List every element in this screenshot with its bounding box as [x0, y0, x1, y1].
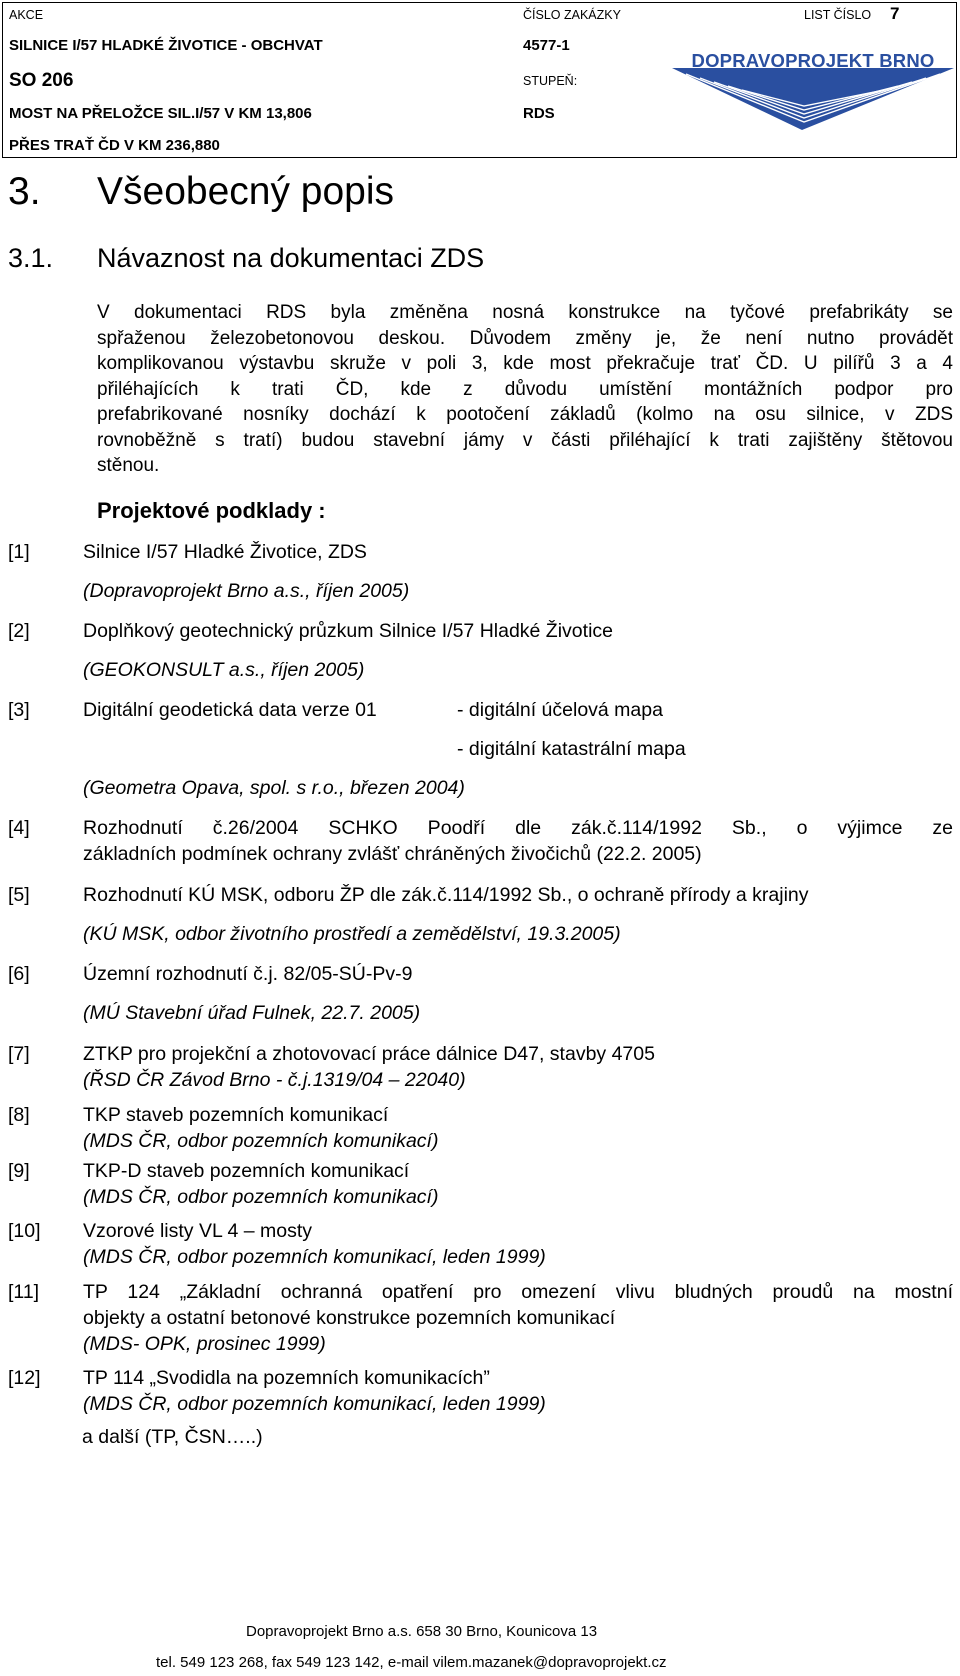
ref-source: (MDS ČR, odbor pozemních komunikací) [83, 1130, 439, 1152]
ref-others: a další (TP, ČSN…..) [82, 1426, 263, 1448]
ref-number: [4] [8, 817, 30, 839]
ref-number: [11] [8, 1281, 40, 1303]
ref-title: ZTKP pro projekční a zhotovovací práce dálnice D47, stavby 4705 [83, 1043, 655, 1065]
ref-title: TP 124 „Základní ochranná opatření pro omezení vlivu bludných proudů na mostní [83, 1281, 953, 1303]
ref-title: Digitální geodetická data verze 01 [83, 699, 377, 721]
ref-title: Vzorové listy VL 4 – mosty [83, 1220, 313, 1242]
subsection-number: 3.1. [8, 243, 54, 273]
ref-title-cont: objekty a ostatní betonové konstrukce pozemních komunikací [83, 1307, 616, 1329]
footer-contact: tel. 549 123 268, fax 549 123 142, e-mail vilem.mazanek@dopravoprojekt.cz [156, 1654, 667, 1671]
zakazka-value: 4577-1 [523, 37, 570, 54]
paragraph-line: spřaženou železobetonovou deskou. Důvodem změny je, že není nutno provádět [97, 327, 953, 349]
ref-source: (MÚ Stavební úřad Fulnek, 22.7. 2005) [83, 1002, 421, 1024]
ref-title-cont: základních podmínek ochrany zvlášť chráněných živočichů (22.2. 2005) [83, 843, 702, 865]
paragraph-line: rovnoběžně s tratí) budou stavební jámy v části přiléhající k trati zajištěny štětovou [97, 429, 953, 451]
logo-text: DOPRAVOPROJEKT BRNO [691, 50, 935, 71]
ref-title: Doplňkový geotechnický průzkum Silnice I/57 Hladké Životice [83, 620, 613, 642]
dopravoprojekt-logo [672, 46, 954, 136]
ref-source: (MDS ČR, odbor pozemních komunikací, leden 1999) [83, 1246, 546, 1268]
stupen-label: STUPEŇ: [523, 74, 578, 88]
ref-number: [3] [8, 699, 30, 721]
ref-detail: - digitální účelová mapa [457, 699, 663, 721]
ref-title: Silnice I/57 Hladké Životice, ZDS [83, 541, 367, 563]
paragraph-line: V dokumentaci RDS byla změněna nosná konstrukce na tyčové prefabrikáty se [97, 302, 953, 323]
ref-title: Rozhodnutí KÚ MSK, odboru ŽP dle zák.č.114/1992 Sb., o ochraně přírody a krajiny [83, 884, 809, 906]
ref-title: TKP staveb pozemních komunikací [83, 1104, 389, 1126]
akce-label: AKCE [9, 8, 44, 22]
ref-source: (MDS ČR, odbor pozemních komunikací, leden 1999) [83, 1393, 546, 1415]
paragraph-line: stěnou. [97, 455, 160, 476]
ref-source: (KÚ MSK, odbor životního prostředí a zemědělství, 19.3.2005) [83, 923, 621, 945]
footer-address: Dopravoprojekt Brno a.s. 658 30 Brno, Kounicova 13 [246, 1623, 598, 1640]
ref-number: [7] [8, 1043, 30, 1065]
paragraph-line: přiléhajících k trati ČD, kde z důvodu umístění montážních podpor pro [97, 378, 953, 400]
list-value: 7 [890, 4, 900, 23]
so-number: SO 206 [9, 70, 74, 91]
paragraph-line: prefabrikované nosníky dochází k pootočení základů (kolmo na osu silnice, v ZDS [97, 404, 953, 425]
ref-source: (GEOKONSULT a.s., říjen 2005) [83, 659, 365, 681]
ref-number: [5] [8, 884, 30, 906]
akce-crossing: PŘES TRAŤ ČD V KM 236,880 [9, 137, 220, 154]
ref-source: (MDS ČR, odbor pozemních komunikací) [83, 1186, 439, 1208]
zakazka-label: ČÍSLO ZAKÁZKY [523, 8, 621, 22]
ref-source: (MDS- OPK, prosinec 1999) [83, 1333, 326, 1355]
ref-title: Rozhodnutí č.26/2004 SCHKO Poodří dle zák.č.114/1992 Sb., o výjimce ze [83, 817, 953, 839]
ref-number: [12] [8, 1367, 41, 1389]
section-title: Všeobecný popis [97, 170, 395, 213]
ref-detail: - digitální katastrální mapa [457, 738, 686, 760]
section-number: 3. [8, 170, 41, 213]
ref-number: [9] [8, 1160, 30, 1182]
ref-number: [2] [8, 620, 30, 642]
list-label: LIST ČÍSLO [804, 8, 872, 22]
intro-paragraph [97, 300, 953, 479]
ref-title: Územní rozhodnutí č.j. 82/05-SÚ-Pv-9 [83, 963, 413, 985]
ref-source: (Geometra Opava, spol. s r.o., březen 2004) [83, 777, 465, 799]
ref-title: TP 114 „Svodidla na pozemních komunikacích” [83, 1367, 490, 1389]
ref-number: [8] [8, 1104, 30, 1126]
akce-bridge: MOST NA PŘELOŽCE SIL.I/57 V KM 13,806 [9, 105, 312, 122]
subsection-title: Návaznost na dokumentaci ZDS [97, 243, 485, 273]
ref-number: [1] [8, 541, 30, 563]
akce-name: SILNICE I/57 HLADKÉ ŽIVOTICE - OBCHVAT [9, 37, 323, 54]
ref-title: TKP-D staveb pozemních komunikací [83, 1160, 410, 1182]
podklady-heading: Projektové podklady : [97, 498, 326, 523]
ref-number: [6] [8, 963, 30, 985]
ref-source: (ŘSD ČR Závod Brno - č.j.1319/04 – 22040) [83, 1069, 466, 1091]
ref-number: [10] [8, 1220, 41, 1242]
paragraph-line: komplikovanou výstavbu skruže v poli 3, kde most překračuje trať ČD. U pilířů 3 a 4 [97, 353, 953, 374]
stupen-value: RDS [523, 105, 555, 122]
ref-source: (Dopravoprojekt Brno a.s., říjen 2005) [83, 580, 410, 602]
